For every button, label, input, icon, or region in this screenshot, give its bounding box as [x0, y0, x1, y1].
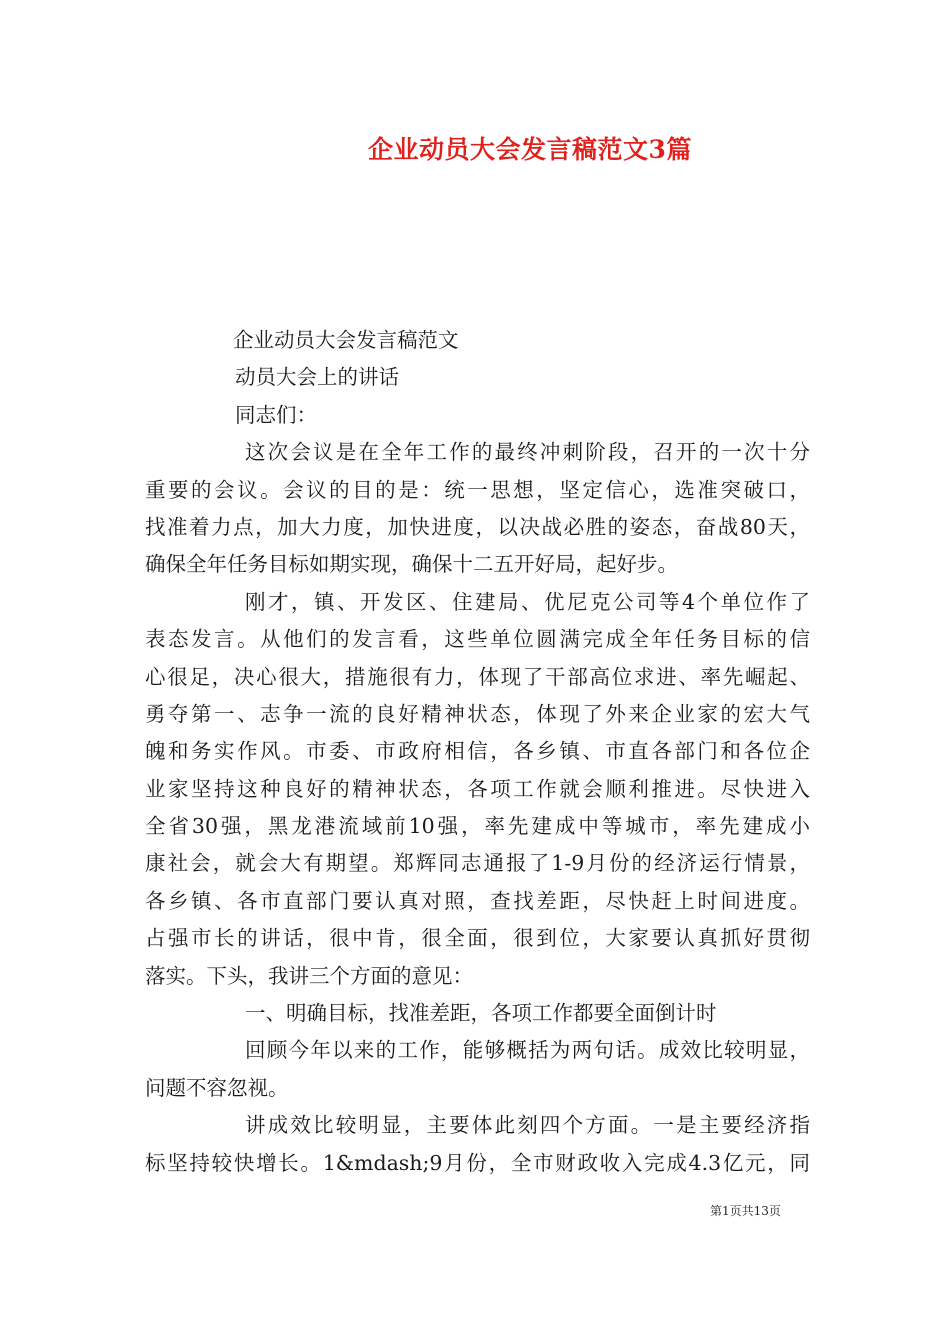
- paragraph-line: 落实。下头，我讲三个方面的意见：: [145, 963, 473, 988]
- paragraph-line: 勇夺第一、志争一流的良好精神状态，体现了外来企业家的宏大气: [145, 701, 810, 726]
- paragraph-line: 找准着力点，加大力度，加快进度，以决战必胜的姿态，奋战80天，: [145, 514, 810, 539]
- paragraph-line: 讲成效比较明显，主要体此刻四个方面。一是主要经济指: [245, 1113, 810, 1138]
- paragraph-line: 业家坚持这种良好的精神状态，各项工作就会顺利推进。尽快进入: [145, 776, 810, 801]
- paragraph-line: 问题不容忽视。: [145, 1075, 289, 1100]
- paragraph-line: 全省30强，黑龙港流域前10强，率先建成中等城市，率先建成小: [145, 814, 810, 839]
- paragraph-line: 回顾今年以来的工作，能够概括为两句话。成效比较明显，: [245, 1038, 810, 1063]
- paragraph-line: 各乡镇、各市直部门要认真对照，查找差距，尽快赶上时间进度。: [145, 888, 810, 913]
- paragraph-line: 刚才，镇、开发区、住建局、优尼克公司等4个单位作了: [245, 589, 810, 614]
- paragraph-line: 表态发言。从他们的发言看，这些单位圆满完成全年任务目标的信: [145, 627, 810, 652]
- paragraph-line: 占强市长的讲话，很中肯，很全面，很到位，大家要认真抓好贯彻: [145, 926, 810, 951]
- salutation: 同志们：: [235, 402, 317, 427]
- document-subtitle: 企业动员大会发言稿范文: [233, 328, 459, 352]
- page-number-footer: 第1页共13页: [710, 1204, 781, 1218]
- paragraph-line: 康社会，就会大有期望。郑辉同志通报了1-9月份的经济运行情景，: [145, 851, 810, 876]
- paragraph-line: 魄和务实作风。市委、市政府相信，各乡镇、市直各部门和各位企: [145, 739, 810, 764]
- document-title: 企业动员大会发言稿范文3篇: [368, 135, 692, 164]
- paragraph-line: 确保全年任务目标如期实现，确保十二五开好局，起好步。: [145, 552, 678, 577]
- paragraph-line: 这次会议是在全年工作的最终冲刺阶段，召开的一次十分: [245, 440, 810, 465]
- speech-title: 动员大会上的讲话: [235, 365, 399, 390]
- paragraph-line: 心很足，决心很大，措施很有力，体现了干部高位求进、率先崛起、: [145, 664, 810, 689]
- document-body: [145, 322, 810, 1182]
- paragraph-line: 标坚持较快增长。1&mdash;9月份，全市财政收入完成4.3亿元，同: [145, 1150, 810, 1175]
- paragraph-line: 重要的会议。会议的目的是：统一思想，坚定信心，选准突破口，: [145, 477, 810, 502]
- section-heading: 一、明确目标，找准差距，各项工作都要全面倒计时: [245, 1001, 717, 1026]
